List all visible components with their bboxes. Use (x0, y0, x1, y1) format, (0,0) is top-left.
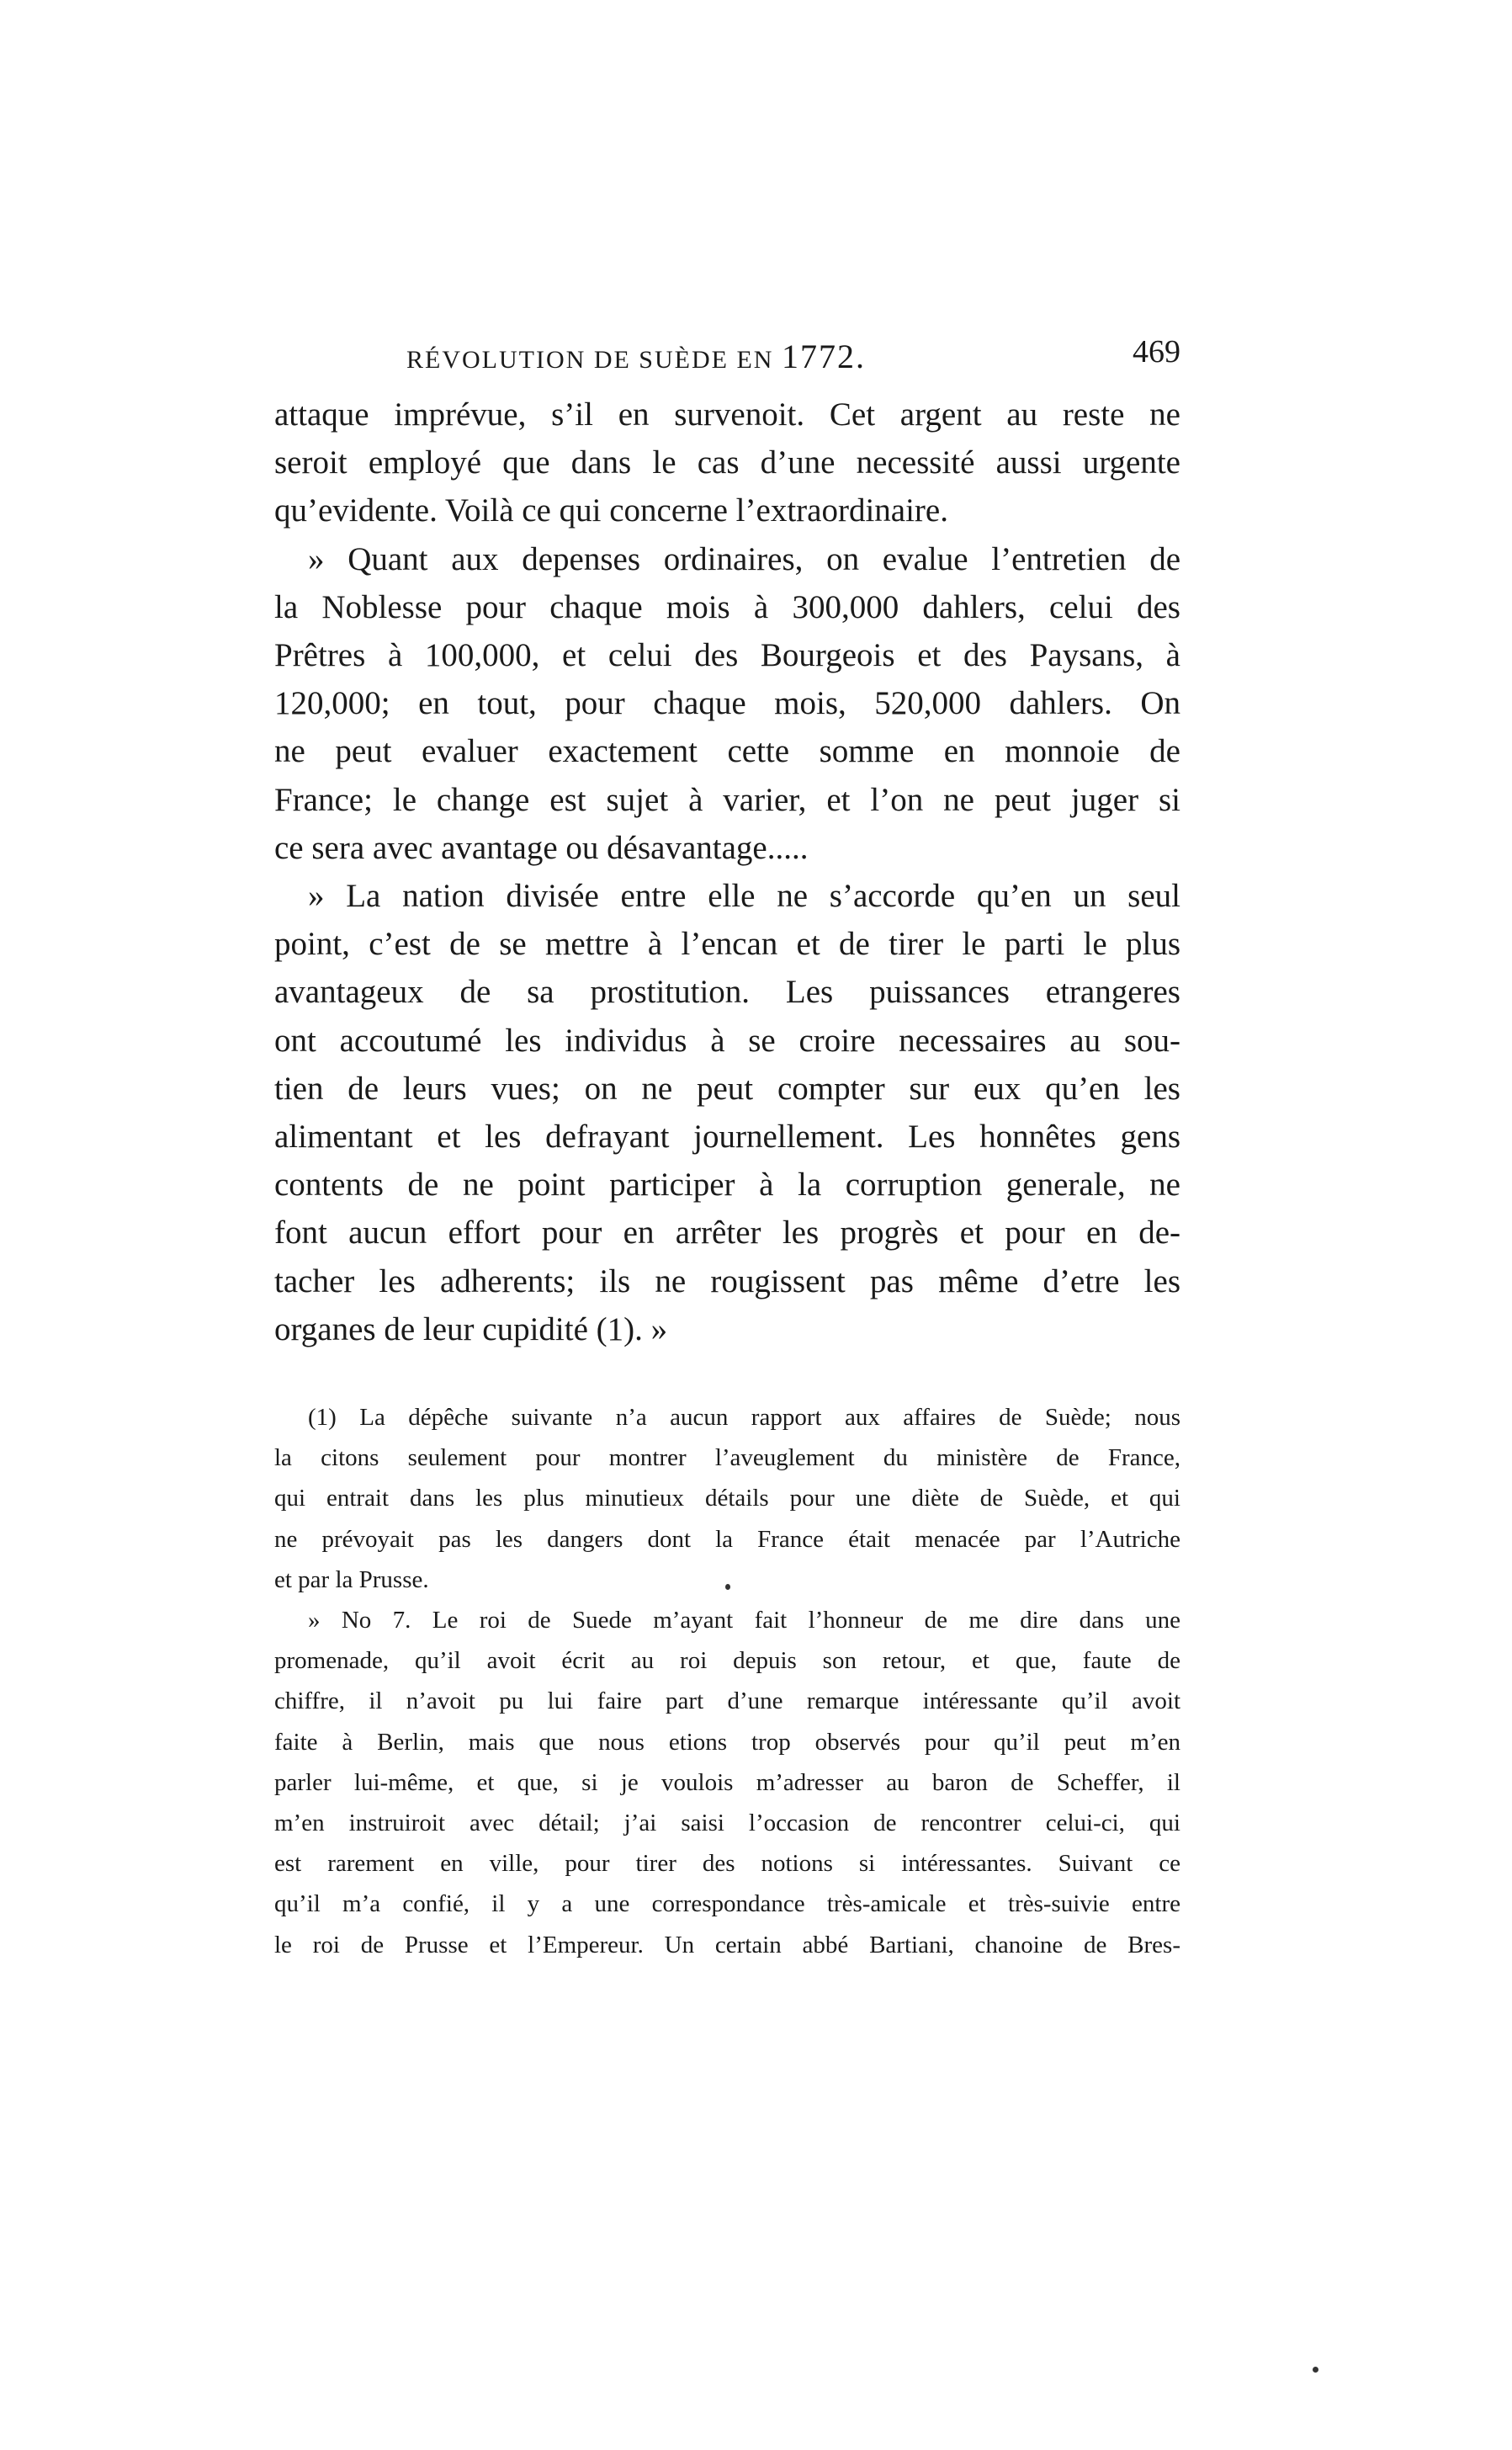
body-text-line: » La nation divisée entre elle ne s’accorde qu’en un seul (308, 878, 1180, 914)
body-text-line: seroit employé que dans le cas d’une necessité aussi urgente (274, 444, 1180, 481)
footnote-line: ne prévoyait pas les dangers dont la France était menacée par l’Autriche (274, 1525, 1180, 1553)
footnote-line: la citons seulement pour montrer l’aveuglement du ministère de France, (274, 1444, 1180, 1472)
body-text-line: qu’evidente. Voilà ce qui concerne l’extraordinaire. (274, 492, 948, 529)
body-text-line: ce sera avec avantage ou désavantage..... (274, 829, 809, 866)
footnote-line: est rarement en ville, pour tirer des notions si intéressantes. Suivant ce (274, 1850, 1180, 1878)
body-text-line: attaque imprévue, s’il en survenoit. Cet argent au reste ne (274, 396, 1180, 433)
body-text-line: » Quant aux depenses ordinaires, on evalue l’entretien de (308, 540, 1180, 577)
body-text-line: 120,000; en tout, pour chaque mois, 520,000 dahlers. On (274, 685, 1180, 722)
body-text-line: France; le change est sujet à varier, et l’on ne peut juger si (274, 781, 1180, 818)
footnote-line: chiffre, il n’avoit pu lui faire part d’une remarque intéressante qu’il avoit (274, 1687, 1180, 1715)
running-title-year: 1772. (781, 337, 866, 375)
speck-mark (725, 1584, 730, 1590)
body-text-line: tacher les adherents; ils ne rougissent pas même d’etre les (274, 1262, 1180, 1299)
footnote-line: qui entrait dans les plus minutieux détails pour une diète de Suède, et qui (274, 1485, 1180, 1512)
footnote-line: le roi de Prusse et l’Empereur. Un certain abbé Bartiani, chanoine de Bres- (274, 1931, 1180, 1958)
body-text-line: font aucun effort pour en arrêter les progrès et pour en de- (274, 1214, 1180, 1252)
body-text-line: alimentant et les defrayant journellement. Les honnêtes gens (274, 1119, 1180, 1155)
footnote-line: » No 7. Le roi de Suede m’ayant fait l’honneur de me dire dans une (308, 1607, 1180, 1634)
footnote-line: promenade, qu’il avoit écrit au roi depuis son retour, et que, faute de (274, 1647, 1180, 1675)
speck-mark (1313, 2367, 1318, 2373)
footnote-line: et par la Prusse. (274, 1565, 429, 1593)
footnote-line: parler lui-même, et que, si je voulois m’adresser au baron de Scheffer, il (274, 1768, 1180, 1796)
page-number: 469 (1133, 334, 1180, 369)
footnote-line: qu’il m’a confié, il y a une correspondance très-amicale et très-suivie entre (274, 1890, 1180, 1918)
body-text-line: avantageux de sa prostitution. Les puissances etrangeres (274, 974, 1180, 1011)
body-text-line: ne peut evaluer exactement cette somme en monnoie de (274, 733, 1180, 770)
running-title (274, 337, 998, 376)
body-text-line: point, c’est de se mettre à l’encan et de tirer le parti le plus (274, 926, 1180, 963)
running-header (274, 334, 1180, 379)
body-text-line: Prêtres à 100,000, et celui des Bourgeois et des Paysans, à (274, 637, 1180, 673)
footnote-line: faite à Berlin, mais que nous etions trop observés pour qu’il peut m’en (274, 1728, 1180, 1756)
running-title-text: RÉVOLUTION DE SUÈDE EN (406, 346, 774, 374)
footnote-line: (1) La dépêche suivante n’a aucun rapport aux affaires de Suède; nous (308, 1404, 1180, 1431)
body-text-line: contents de ne point participer à la corruption generale, ne (274, 1167, 1180, 1204)
footnote-line: m’en instruiroit avec détail; j’ai saisi l’occasion de rencontrer celui-ci, qui (274, 1810, 1180, 1836)
body-text-line: organes de leur cupidité (1). » (274, 1310, 668, 1347)
body-text-line: la Noblesse pour chaque mois à 300,000 dahlers, celui des (274, 588, 1180, 625)
body-text-line: tien de leurs vues; on ne peut compter sur eux qu’en les (274, 1070, 1180, 1107)
body-text-line: ont accoutumé les individus à se croire necessaires au sou- (274, 1022, 1180, 1059)
